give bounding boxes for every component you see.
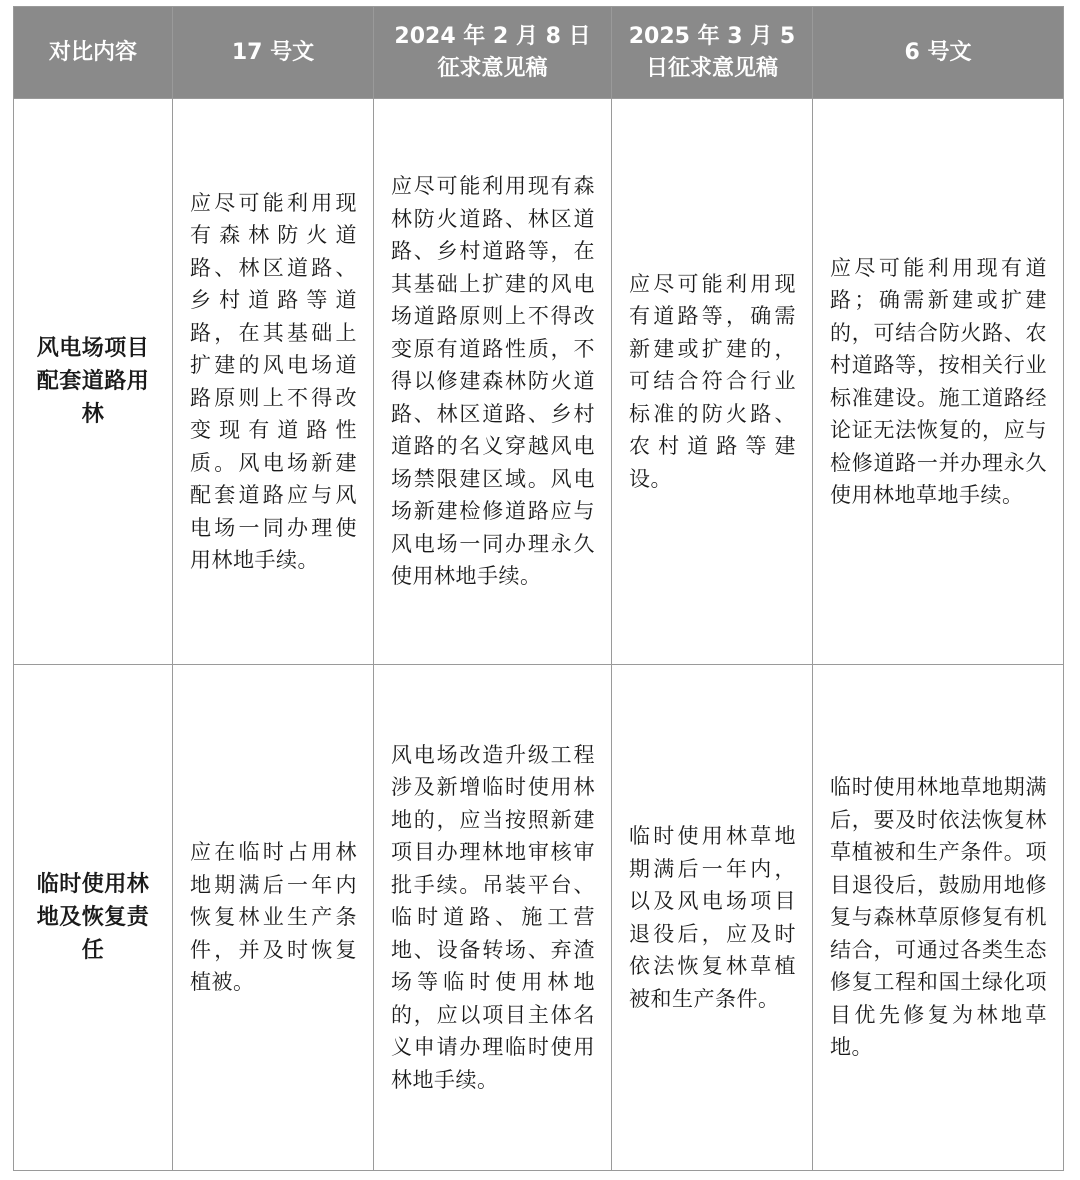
cell-draft-2025: 应尽可能利用现有道路等，确需新建或扩建的，可结合符合行业标准的防火路、农村道路等建设。 [612, 99, 813, 665]
table-header [14, 7, 1064, 99]
header-draft-2024-02-08: 2024 年 2 月 8 日征求意见稿 [374, 7, 612, 99]
header-draft-2025-03-05: 2025 年 3 月 5 日征求意见稿 [612, 7, 813, 99]
header-row [14, 7, 1064, 99]
table-row [14, 665, 1064, 1171]
cell-doc-17: 应在临时占用林地期满后一年内恢复林业生产条件，并及时恢复植被。 [173, 665, 374, 1171]
cell-doc-6: 临时使用林地草地期满后，要及时依法恢复林草植被和生产条件。项目退役后，鼓励用地修复与森林草原修复有机结合，可通过各类生态修复工程和国土绿化项目优先修复为林地草地。 [813, 665, 1064, 1171]
table-body [14, 99, 1064, 1171]
cell-draft-2024: 风电场改造升级工程涉及新增临时使用林地的，应当按照新建项目办理林地审核审批手续。吊装平台、临时道路、施工营地、设备转场、弃渣场等临时使用林地的，应以项目主体名义申请办理临时使用林地手续。 [374, 665, 612, 1171]
comparison-table [13, 6, 1064, 1171]
cell-draft-2025: 临时使用林草地期满后一年内，以及风电场项目退役后，应及时依法恢复林草植被和生产条件。 [612, 665, 813, 1171]
header-comparison-content: 对比内容 [14, 7, 173, 99]
cell-doc-17: 应尽可能利用现有森林防火道路、林区道路、乡村道路等道路，在其基础上扩建的风电场道路原则上不得改变现有道路性质。风电场新建配套道路应与风电场一同办理使用林地手续。 [173, 99, 374, 665]
cell-doc-6: 应尽可能利用现有道路；确需新建或扩建的，可结合防火路、农村道路等，按相关行业标准建设。施工道路经论证无法恢复的，应与检修道路一并办理永久使用林地草地手续。 [813, 99, 1064, 665]
table-row [14, 99, 1064, 665]
header-doc-17: 17 号文 [173, 7, 374, 99]
row-label-road-forest-use: 风电场项目配套道路用林 [14, 99, 173, 665]
cell-draft-2024: 应尽可能利用现有森林防火道路、林区道路、乡村道路等，在其基础上扩建的风电场道路原则上不得改变原有道路性质，不得以修建森林防火道路、林区道路、乡村道路的名义穿越风电场禁限建区域。风电场新建检修道路应与风电场一同办理永久使用林地手续。 [374, 99, 612, 665]
header-doc-6: 6 号文 [813, 7, 1064, 99]
row-label-temporary-use-restoration: 临时使用林地及恢复责任 [14, 665, 173, 1171]
